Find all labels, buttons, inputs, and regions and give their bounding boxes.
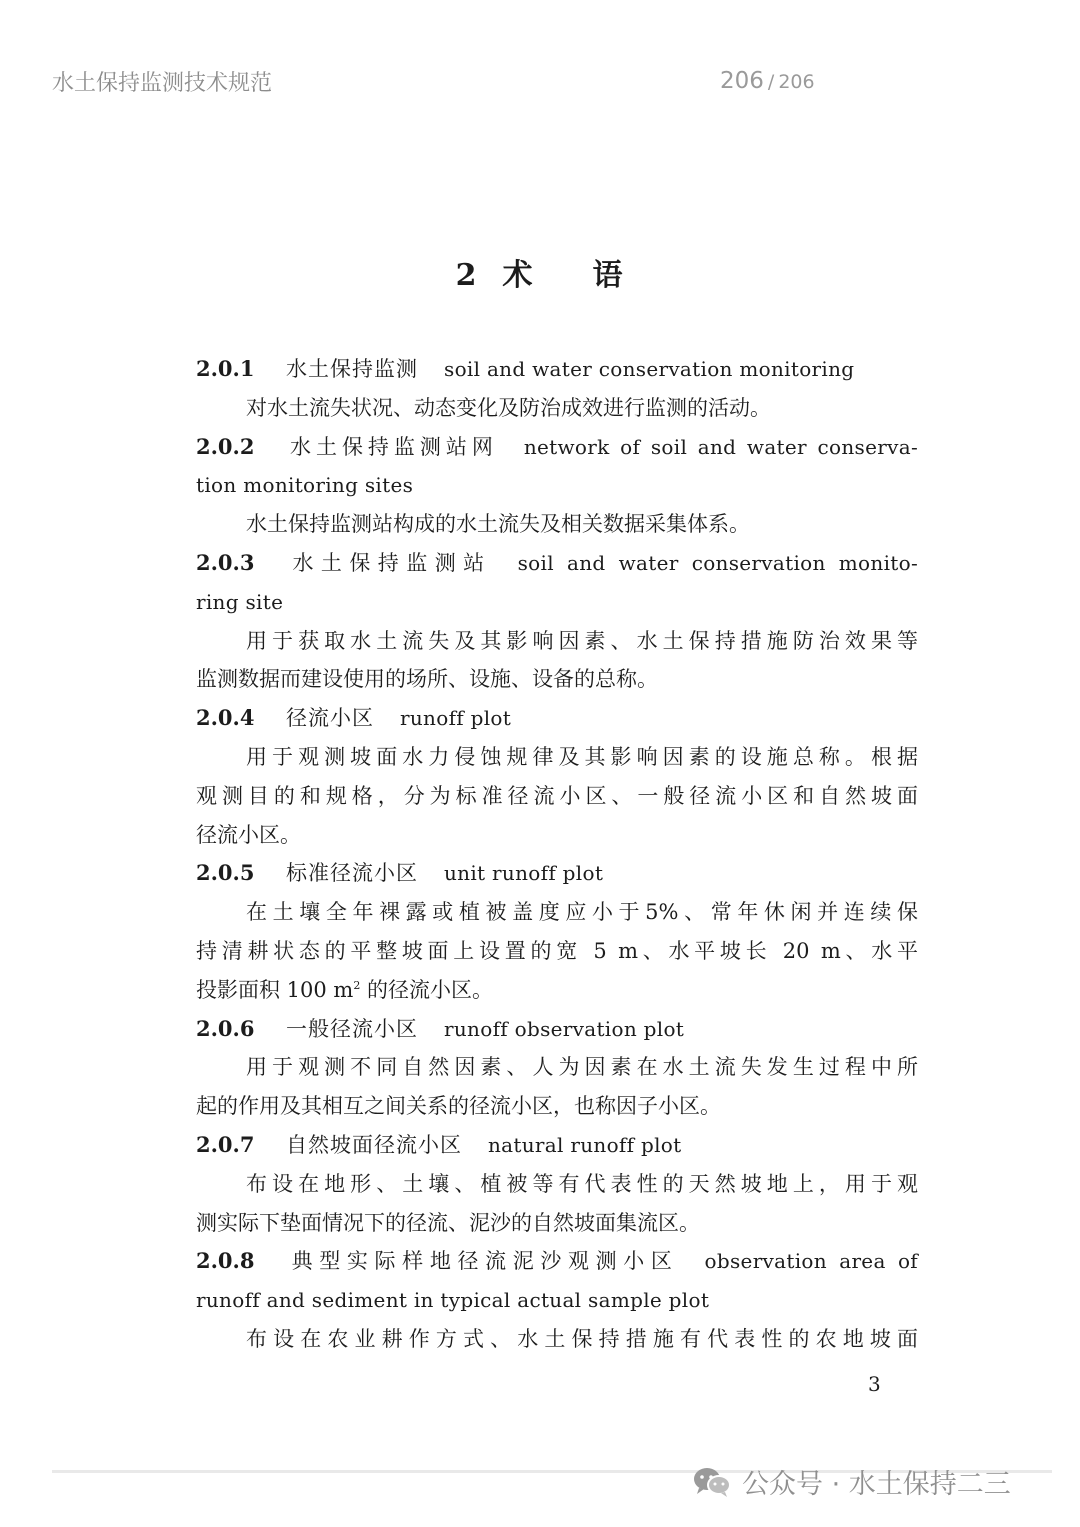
term-heading bbox=[196, 1010, 918, 1049]
term-english-continued: runoff and sediment in typical actual sample plot bbox=[196, 1288, 710, 1313]
term-definition-line: 监测数据而建设使用的场所、设施、设备的总称。 bbox=[196, 667, 658, 692]
term-heading bbox=[196, 544, 918, 583]
chapter-title bbox=[0, 250, 1080, 294]
total-page-count: 206 bbox=[778, 71, 815, 93]
term-heading bbox=[196, 1126, 918, 1165]
term-number: 2.0.8 bbox=[196, 1248, 255, 1274]
term-heading bbox=[196, 699, 918, 738]
terms-content bbox=[196, 350, 918, 1359]
term-definition-line: 水土保持监测站构成的水土流失及相关数据采集体系。 bbox=[246, 512, 750, 537]
term-heading bbox=[196, 854, 918, 893]
document-title: 水土保持监测技术规范 bbox=[52, 71, 273, 96]
term-chinese: 标准径流小区 bbox=[286, 861, 418, 886]
area-superscript: 2 bbox=[353, 978, 361, 992]
term-definition-line: 用于观测不同自然因素、人为因素在水土流失发生过程中所 bbox=[246, 1055, 918, 1080]
term-english: natural runoff plot bbox=[488, 1132, 682, 1157]
term-english-continued: tion monitoring sites bbox=[196, 473, 414, 498]
term-definition-line: 用于观测坡面水力侵蚀规律及其影响因素的设施总称。根据 bbox=[246, 744, 918, 769]
term-definition-line bbox=[196, 971, 918, 1010]
viewer-header bbox=[0, 0, 1080, 150]
term-chinese: 自然坡面径流小区 bbox=[286, 1132, 462, 1157]
term-definition-line: 持清耕状态的平整坡面上设置的宽 5 m、水平坡长 20 m、水平 bbox=[196, 938, 918, 963]
term-english-continued: ring site bbox=[196, 589, 284, 614]
chapter-number: 2 bbox=[455, 258, 479, 293]
term-number: 2.0.5 bbox=[196, 860, 255, 886]
term-chinese: 典型实际样地径流泥沙观测小区 bbox=[286, 1249, 679, 1274]
term-number: 2.0.1 bbox=[196, 356, 255, 381]
term-definition-line: 用于获取水土流失及其影响因素、水土保持措施防治效果等 bbox=[246, 628, 918, 653]
watermark-text: 公众号 · 水土保持二三 bbox=[742, 1469, 1011, 1500]
term-english: unit runoff plot bbox=[444, 861, 604, 886]
wechat-icon bbox=[692, 1466, 732, 1498]
term-english: soil and water conservation monito- bbox=[517, 550, 919, 575]
definition-text: 投影面积 100 m bbox=[196, 977, 354, 1002]
term-definition-line: 起的作用及其相互之间关系的径流小区，也称因子小区。 bbox=[196, 1094, 721, 1119]
current-page-number: 206 bbox=[720, 68, 764, 94]
term-chinese: 一般径流小区 bbox=[286, 1016, 418, 1041]
term-heading bbox=[196, 428, 918, 467]
term-chinese: 水土保持监测站 bbox=[286, 550, 492, 575]
term-heading bbox=[196, 1242, 918, 1281]
term-number: 2.0.6 bbox=[196, 1015, 255, 1041]
term-definition-line: 径流小区。 bbox=[196, 822, 301, 847]
term-definition-line: 在土壤全年裸露或植被盖度应小于5%、常年休闲并连续保 bbox=[246, 900, 918, 925]
term-english: runoff plot bbox=[400, 706, 512, 731]
term-number: 2.0.3 bbox=[196, 549, 255, 575]
definition-text: 的径流小区。 bbox=[360, 977, 494, 1002]
page-counter bbox=[720, 68, 815, 94]
page-number: 3 bbox=[868, 1372, 881, 1396]
term-heading bbox=[196, 350, 918, 389]
watermark bbox=[692, 1462, 1011, 1501]
chapter-title-part1: 术 bbox=[502, 258, 535, 293]
term-chinese: 水土保持监测站网 bbox=[286, 434, 498, 459]
page-separator: / bbox=[767, 71, 775, 93]
term-number: 2.0.2 bbox=[196, 433, 255, 459]
term-definition-line: 观测目的和规格，分为标准径流小区、一般径流小区和自然坡面 bbox=[196, 783, 918, 808]
term-definition-line: 布设在农业耕作方式、水土保持措施有代表性的农地坡面 bbox=[246, 1326, 918, 1351]
chapter-title-part2: 语 bbox=[592, 258, 625, 293]
term-english: network of soil and water conserva- bbox=[523, 434, 918, 459]
term-definition-line: 布设在地形、土壤、植被等有代表性的天然坡地上，用于观 bbox=[246, 1171, 918, 1196]
term-number: 2.0.4 bbox=[196, 705, 255, 731]
term-chinese: 水土保持监测 bbox=[286, 357, 418, 381]
term-definition-line: 对水土流失状况、动态变化及防治成效进行监测的活动。 bbox=[246, 395, 771, 420]
term-english: observation area of bbox=[704, 1249, 919, 1274]
term-english: runoff observation plot bbox=[444, 1016, 685, 1041]
term-english: soil and water conservation monitoring bbox=[444, 357, 855, 381]
term-chinese: 径流小区 bbox=[286, 706, 374, 731]
term-number: 2.0.7 bbox=[196, 1131, 255, 1157]
term-definition-line: 测实际下垫面情况下的径流、泥沙的自然坡面集流区。 bbox=[196, 1210, 700, 1235]
